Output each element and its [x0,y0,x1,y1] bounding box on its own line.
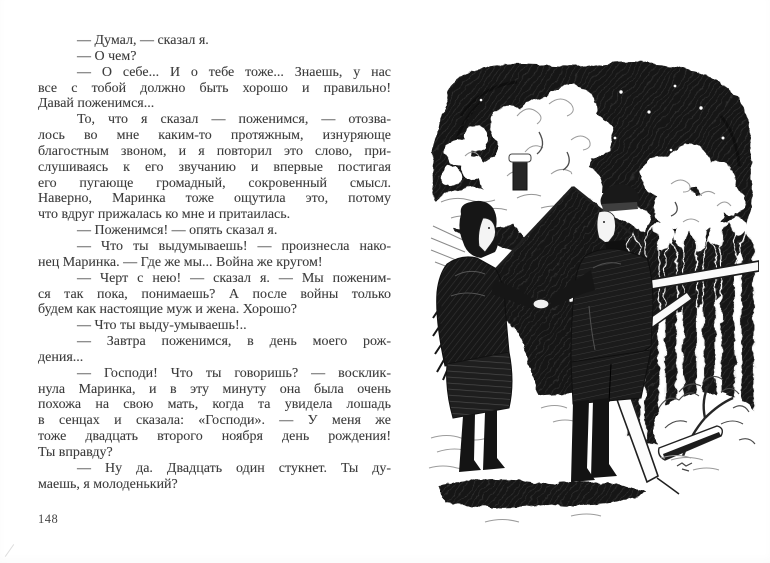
text-line: что вдруг прижалась ко мне и притаилась. [38,207,291,223]
text-line: — Думал, — сказал я. [77,33,209,48]
text-line: похожа на свою мать, когда та увидела лошадь [38,397,391,413]
text-line: дения... [38,349,84,365]
text-line: ся так пока, понимаешь? А после войны только [38,286,391,302]
text-line: Ты вправду? [38,444,113,460]
text-line: в сенцах и сказала: «Господи». — У меня же [38,413,391,429]
text-line: — Что ты выду-умываешь!.. [77,318,247,334]
joined-hands [533,299,549,309]
page-number: 148 [38,512,59,526]
text-line: — Черт с нею! — сказал я. — Мы поженим- [77,270,391,286]
text-line: То, что я сказал — поженимся, — отозва- [77,112,391,128]
illustration [421,56,759,534]
text-line: благостным звоном, и я повторил это слово, при- [38,143,391,159]
text-line: — Ну да. Двадцать один стукнет. Ты ду- [77,460,391,476]
text-line: Давай поженимся... [38,96,155,112]
text-line: все с тобой должно быть хорошо и правильно! [38,80,391,96]
text-line: лось во мне каким-то протяжным, изнуряюще [38,128,391,144]
text-column [38,33,391,492]
text-line: — Господи! Что ты говоришь? — восклик- [77,365,391,381]
text-line: — Поженимся! — опять сказал я. [77,223,278,239]
text-line: — Завтра поженимся, в день моего рож- [77,334,391,350]
page-corner-crease [5,544,14,557]
text-line: маешь, я молоденький? [38,476,178,492]
text-line: нец Маринка. — Где же мы... Война же кругом! [38,254,323,270]
text-line: его пугающе громадный, сокровенный смысл. [38,175,391,191]
ground-shadow [439,479,647,507]
text-line: будем как настоящие муж и жена. Хорошо? [38,302,297,318]
text-line: слушиваясь к его звучанию и впервые постигая [38,159,391,175]
text-line: — О чем? [77,48,137,64]
text-line: — Что ты выдумываешь! — произнесла нако- [77,238,391,254]
book-illustration-svg [421,56,759,534]
text-line: — О себе... И о тебе тоже... Знаешь, у нас [77,64,391,80]
text-line: нула Маринка, и в эту минуту она была очень [38,381,391,397]
text-line: Наверно, Маринка тоже ощутила это, потому [38,191,391,207]
text-line: тоже двадцать второго ноября день рождения! [38,429,391,445]
artist-mark [677,463,692,471]
